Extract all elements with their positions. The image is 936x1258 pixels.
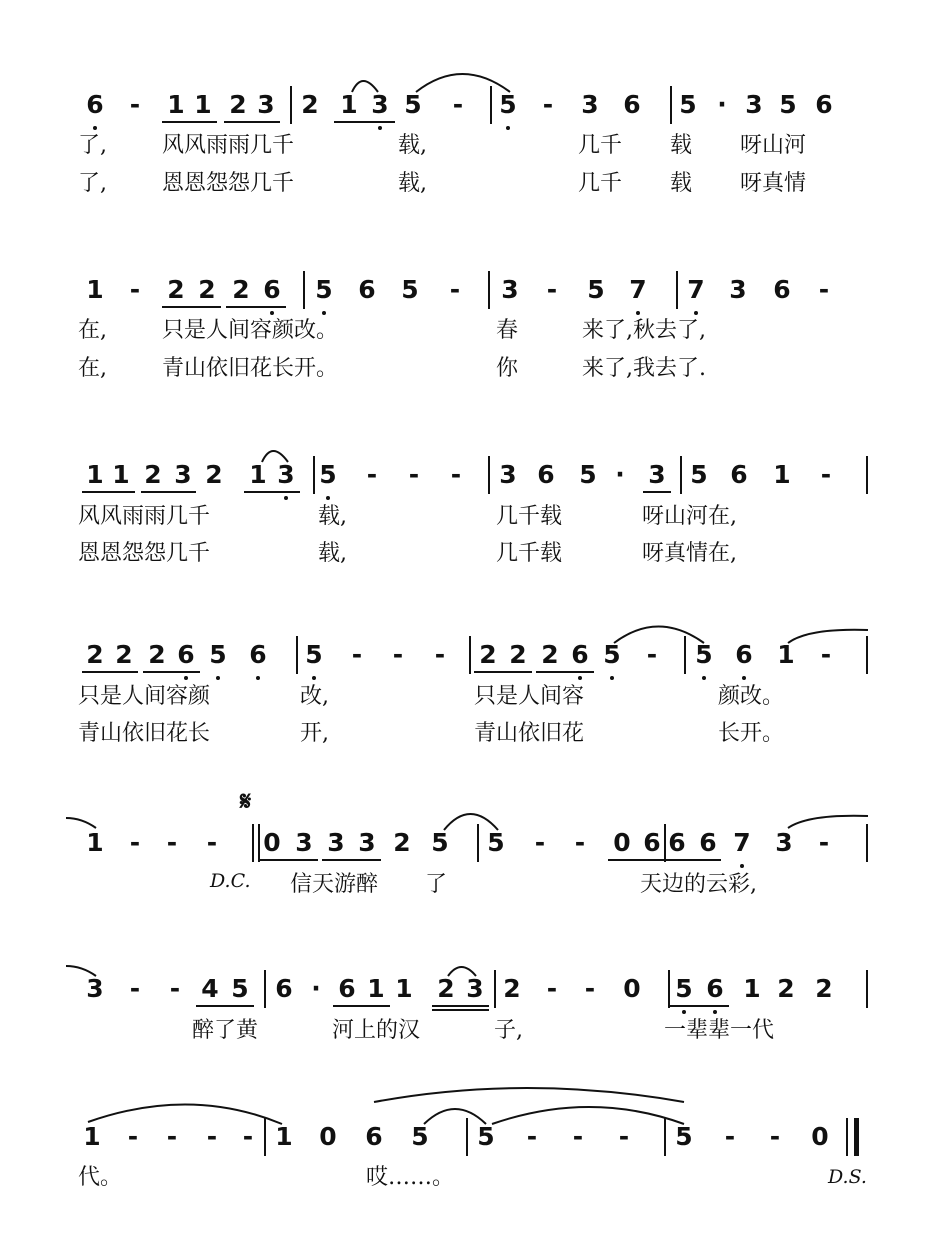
augmentation-dot: · xyxy=(717,90,727,119)
note: 7 xyxy=(733,828,751,857)
note: 5 xyxy=(431,828,449,857)
note: 5 xyxy=(411,1122,429,1151)
lyric-text: 河上的汉 xyxy=(332,1018,421,1043)
dash: - xyxy=(572,1122,584,1151)
beam-underline xyxy=(666,859,721,861)
dash: - xyxy=(618,1122,630,1151)
note: 3 xyxy=(745,90,763,119)
lyric-text: 在, xyxy=(78,318,107,343)
barline xyxy=(866,970,868,1008)
note: 5 xyxy=(679,90,697,119)
barline xyxy=(668,970,670,1008)
beam-underline xyxy=(474,671,532,673)
note: 5 xyxy=(499,90,517,119)
dash: - xyxy=(127,1122,139,1151)
beam-underline xyxy=(608,859,666,861)
note: 6 xyxy=(706,974,724,1003)
lyric-text: 改, xyxy=(300,684,329,709)
note: 6 xyxy=(730,460,748,489)
lyric-text: 了, xyxy=(78,133,107,158)
note: 2 xyxy=(503,974,521,1003)
note: 5 xyxy=(401,275,419,304)
octave-dot-below xyxy=(740,864,744,868)
slur xyxy=(788,816,868,828)
barline xyxy=(313,456,315,494)
note: 4 xyxy=(201,974,219,1003)
dal-segno-mark: D.S. xyxy=(828,1166,867,1188)
note: 2 xyxy=(205,460,223,489)
beam-underline xyxy=(141,491,196,493)
beam-underline-second xyxy=(432,1009,489,1011)
lyric-text: 载, xyxy=(318,541,347,566)
lyric-text: 只是人间容 xyxy=(474,684,585,709)
note: 5 xyxy=(209,640,227,669)
lyric-text: 在, xyxy=(78,356,107,381)
lyric-text: 来了,我去了. xyxy=(582,356,706,381)
beam-underline xyxy=(536,671,594,673)
beam-underline xyxy=(162,306,221,308)
barline xyxy=(488,271,490,309)
slur xyxy=(374,1088,684,1102)
note: 3 xyxy=(775,828,793,857)
note: 7 xyxy=(687,275,705,304)
note: 0 xyxy=(811,1122,829,1151)
note: 5 xyxy=(779,90,797,119)
note: 5 xyxy=(579,460,597,489)
note: 5 xyxy=(404,90,422,119)
lyric-text: 载 xyxy=(670,171,693,196)
note: 6 xyxy=(177,640,195,669)
lyric-text: 长开。 xyxy=(718,721,785,746)
lyric-text: 呀山河 xyxy=(740,133,807,158)
dash: - xyxy=(818,275,830,304)
dash: - xyxy=(129,275,141,304)
note: 3 xyxy=(729,275,747,304)
barline xyxy=(676,271,678,309)
note: 1 xyxy=(194,90,212,119)
lyric-text: 子, xyxy=(494,1018,523,1043)
dash: - xyxy=(408,460,420,489)
lyric-text: 载, xyxy=(398,171,427,196)
barline xyxy=(866,456,868,494)
dash: - xyxy=(434,640,446,669)
lyric-text: 风风雨雨几千 xyxy=(78,504,211,529)
dash: - xyxy=(351,640,363,669)
dash: - xyxy=(129,90,141,119)
barline xyxy=(670,86,672,124)
barline xyxy=(303,271,305,309)
note: 1 xyxy=(86,275,104,304)
note: 6 xyxy=(537,460,555,489)
lyric-text: 醉了黄 xyxy=(192,1018,259,1043)
note: 2 xyxy=(198,275,216,304)
note: 1 xyxy=(86,460,104,489)
note: 2 xyxy=(148,640,166,669)
note: 7 xyxy=(629,275,647,304)
barline xyxy=(264,1118,266,1156)
note: 1 xyxy=(743,974,761,1003)
octave-dot-below xyxy=(184,676,188,680)
beam-underline xyxy=(143,671,200,673)
note: 3 xyxy=(277,460,295,489)
octave-dot-below xyxy=(636,311,640,315)
lyric-text: 只是人间容颜 xyxy=(78,684,211,709)
beam-underline xyxy=(196,1005,254,1007)
barline xyxy=(866,824,868,862)
double-barline xyxy=(252,824,254,862)
note: 1 xyxy=(395,974,413,1003)
note: 3 xyxy=(501,275,519,304)
note: 1 xyxy=(167,90,185,119)
dash: - xyxy=(818,828,830,857)
note: 5 xyxy=(695,640,713,669)
dash: - xyxy=(166,828,178,857)
lyric-text: 你 xyxy=(496,356,519,381)
note: 5 xyxy=(315,275,333,304)
note: 2 xyxy=(479,640,497,669)
lyric-text: 载, xyxy=(318,504,347,529)
note: 6 xyxy=(668,828,686,857)
beam-underline xyxy=(82,671,138,673)
lyric-text: 来了,秋去了, xyxy=(582,318,706,343)
note: 3 xyxy=(581,90,599,119)
dash: - xyxy=(534,828,546,857)
note: 0 xyxy=(613,828,631,857)
lyric-text: 了, xyxy=(78,171,107,196)
note: 6 xyxy=(358,275,376,304)
final-barline-thin xyxy=(846,1118,848,1156)
note: 1 xyxy=(340,90,358,119)
beam-underline xyxy=(643,491,671,493)
note: 2 xyxy=(115,640,133,669)
barline xyxy=(466,1118,468,1156)
barline xyxy=(264,970,266,1008)
dash: - xyxy=(546,974,558,1003)
lyric-text: 天边的云彩, xyxy=(640,872,757,897)
dash: - xyxy=(724,1122,736,1151)
dash: - xyxy=(129,828,141,857)
note: 0 xyxy=(263,828,281,857)
note: 3 xyxy=(295,828,313,857)
lyric-text: 几千载 xyxy=(496,541,563,566)
lyric-text: 恩恩怨怨几千 xyxy=(78,541,211,566)
beam-underline xyxy=(258,859,318,861)
note: 2 xyxy=(86,640,104,669)
dash: - xyxy=(206,1122,218,1151)
note: 6 xyxy=(571,640,589,669)
lyric-text: 几千 xyxy=(578,171,623,196)
note: 5 xyxy=(675,1122,693,1151)
lyric-text: 哎……。 xyxy=(366,1165,455,1190)
lyric-text: 一辈辈一代 xyxy=(664,1018,775,1043)
beam-underline xyxy=(333,1005,390,1007)
lyric-text: 呀真情 xyxy=(740,171,807,196)
dash: - xyxy=(449,275,461,304)
dash: - xyxy=(542,90,554,119)
barline xyxy=(488,456,490,494)
octave-dot-below xyxy=(216,676,220,680)
beam-underline xyxy=(322,859,381,861)
lyric-text: 载 xyxy=(670,133,693,158)
dash: - xyxy=(129,974,141,1003)
dash: - xyxy=(392,640,404,669)
lyric-text: 几千载 xyxy=(496,504,563,529)
note: 1 xyxy=(86,828,104,857)
barline xyxy=(664,1118,666,1156)
dash: - xyxy=(166,1122,178,1151)
note: 1 xyxy=(83,1122,101,1151)
note: 5 xyxy=(477,1122,495,1151)
beam-underline xyxy=(432,1005,489,1007)
octave-dot-below xyxy=(682,1010,686,1014)
dash: - xyxy=(450,460,462,489)
beam-underline xyxy=(226,306,286,308)
note: 3 xyxy=(371,90,389,119)
lyric-text: 春 xyxy=(496,318,519,343)
note: 2 xyxy=(229,90,247,119)
note: 6 xyxy=(699,828,717,857)
note: 6 xyxy=(365,1122,383,1151)
note: 1 xyxy=(777,640,795,669)
note: 1 xyxy=(367,974,385,1003)
note: 5 xyxy=(675,974,693,1003)
note: 5 xyxy=(587,275,605,304)
note: 6 xyxy=(338,974,356,1003)
octave-dot-below xyxy=(270,311,274,315)
octave-dot-below xyxy=(284,496,288,500)
dash: - xyxy=(769,1122,781,1151)
dash: - xyxy=(820,460,832,489)
note: 2 xyxy=(437,974,455,1003)
barline xyxy=(477,824,479,862)
augmentation-dot: · xyxy=(311,974,321,1003)
note: 2 xyxy=(541,640,559,669)
beam-underline xyxy=(224,121,280,123)
note: 1 xyxy=(275,1122,293,1151)
note: 2 xyxy=(232,275,250,304)
note: 0 xyxy=(623,974,641,1003)
segno-sign: 𝄋 xyxy=(240,787,252,817)
beam-underline xyxy=(82,491,135,493)
lyric-text: 载, xyxy=(398,133,427,158)
note: 3 xyxy=(257,90,275,119)
octave-dot-below xyxy=(702,676,706,680)
lyric-text: 青山依旧花 xyxy=(474,721,585,746)
lyric-text: 呀真情在, xyxy=(642,541,737,566)
lyric-text: 信天游醉 xyxy=(290,872,379,897)
dash: - xyxy=(646,640,658,669)
octave-dot-below xyxy=(326,496,330,500)
note: 3 xyxy=(358,828,376,857)
note: 3 xyxy=(466,974,484,1003)
note: 3 xyxy=(174,460,192,489)
note: 5 xyxy=(305,640,323,669)
da-capo-mark: D.C. xyxy=(210,870,251,892)
note: 6 xyxy=(275,974,293,1003)
beam-underline xyxy=(244,491,300,493)
lyric-text: 呀山河在, xyxy=(642,504,737,529)
slur xyxy=(66,818,96,828)
barline xyxy=(290,86,292,124)
dash: - xyxy=(452,90,464,119)
lyric-text: 青山依旧花长 xyxy=(78,721,211,746)
octave-dot-below xyxy=(312,676,316,680)
barline xyxy=(296,636,298,674)
dash: - xyxy=(526,1122,538,1151)
note: 5 xyxy=(231,974,249,1003)
augmentation-dot: · xyxy=(615,460,625,489)
note: 6 xyxy=(773,275,791,304)
octave-dot-below xyxy=(610,676,614,680)
beam-underline xyxy=(162,121,217,123)
lyric-text: 风风雨雨几千 xyxy=(162,133,295,158)
octave-dot-below xyxy=(322,311,326,315)
lyric-text: 了 xyxy=(425,872,448,897)
octave-dot-below xyxy=(256,676,260,680)
octave-dot-below xyxy=(378,126,382,130)
note: 5 xyxy=(690,460,708,489)
double-barline xyxy=(258,824,260,862)
dash: - xyxy=(366,460,378,489)
beam-underline xyxy=(670,1005,729,1007)
note: 1 xyxy=(773,460,791,489)
dash: - xyxy=(206,828,218,857)
note: 6 xyxy=(86,90,104,119)
note: 2 xyxy=(167,275,185,304)
note: 5 xyxy=(603,640,621,669)
beam-underline xyxy=(334,121,395,123)
lyric-text: 几千 xyxy=(578,133,623,158)
lyric-text: 青山依旧花长开。 xyxy=(162,356,339,381)
barline xyxy=(680,456,682,494)
note: 2 xyxy=(509,640,527,669)
note: 5 xyxy=(319,460,337,489)
note: 6 xyxy=(249,640,267,669)
dash: - xyxy=(546,275,558,304)
note: 5 xyxy=(487,828,505,857)
note: 3 xyxy=(327,828,345,857)
final-barline-thick xyxy=(854,1118,859,1156)
note: 1 xyxy=(249,460,267,489)
octave-dot-below xyxy=(578,676,582,680)
note: 3 xyxy=(648,460,666,489)
note: 2 xyxy=(144,460,162,489)
note: 6 xyxy=(815,90,833,119)
note: 1 xyxy=(112,460,130,489)
lyric-text: 只是人间容颜改。 xyxy=(162,318,339,343)
octave-dot-below xyxy=(506,126,510,130)
note: 6 xyxy=(263,275,281,304)
barline xyxy=(490,86,492,124)
note: 6 xyxy=(623,90,641,119)
lyric-text: 代。 xyxy=(78,1165,123,1190)
note: 3 xyxy=(499,460,517,489)
barline xyxy=(866,636,868,674)
lyric-text: 恩恩怨怨几千 xyxy=(162,171,295,196)
dash: - xyxy=(584,974,596,1003)
dash: - xyxy=(242,1122,254,1151)
barline xyxy=(684,636,686,674)
lyric-text: 颜改。 xyxy=(718,684,785,709)
barline xyxy=(664,824,666,862)
lyric-text: 开, xyxy=(300,721,329,746)
note: 0 xyxy=(319,1122,337,1151)
note: 6 xyxy=(643,828,661,857)
note: 3 xyxy=(86,974,104,1003)
octave-dot-below xyxy=(713,1010,717,1014)
octave-dot-below xyxy=(742,676,746,680)
note: 2 xyxy=(301,90,319,119)
dash: - xyxy=(574,828,586,857)
barline xyxy=(469,636,471,674)
note: 6 xyxy=(735,640,753,669)
note: 2 xyxy=(815,974,833,1003)
note: 2 xyxy=(777,974,795,1003)
octave-dot-below xyxy=(694,311,698,315)
dash: - xyxy=(169,974,181,1003)
note: 2 xyxy=(393,828,411,857)
dash: - xyxy=(820,640,832,669)
octave-dot-below xyxy=(93,126,97,130)
barline xyxy=(494,970,496,1008)
